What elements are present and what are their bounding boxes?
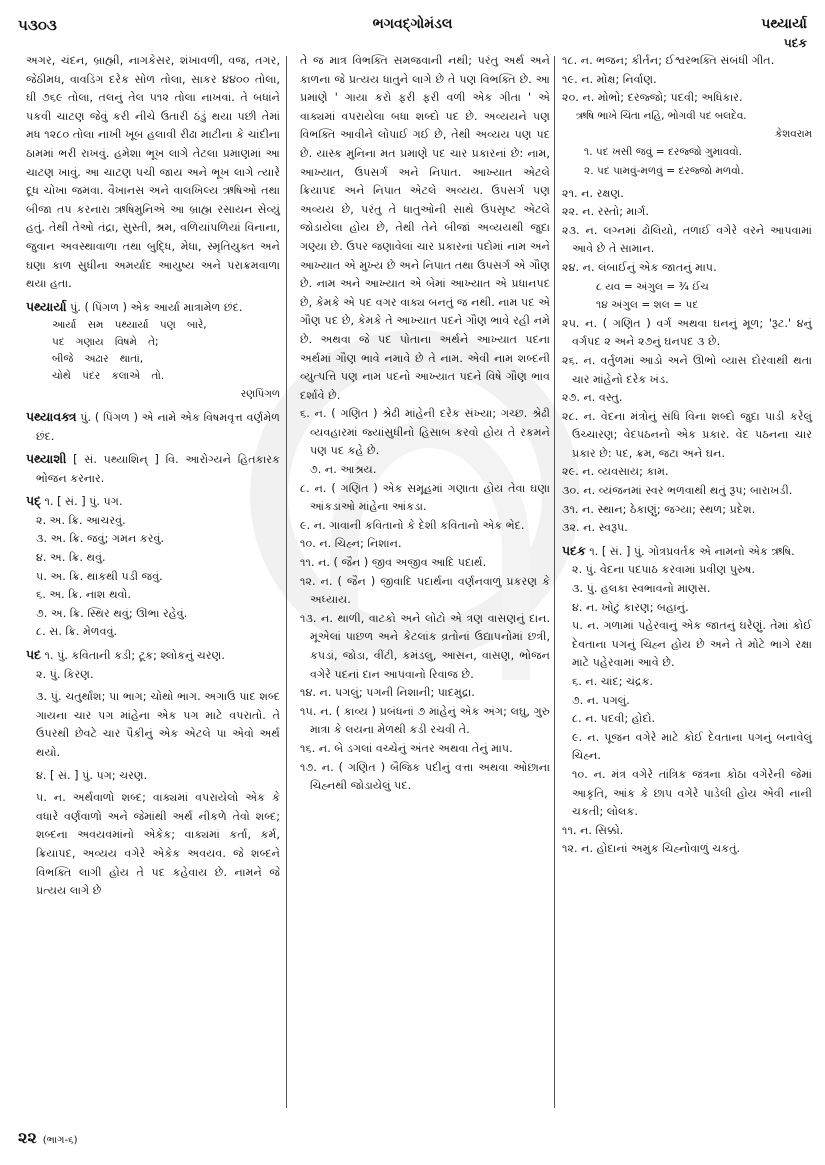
sense: ૫. અ. ક્રિ. થાકથી પડી જવું. xyxy=(36,569,163,583)
column-1 xyxy=(26,52,280,901)
sense: ૩. અ. ક્રિ. જવું; ગમન કરવું. xyxy=(36,532,165,546)
sense: ૭. ન. પગલું. xyxy=(572,693,630,707)
sense: ૨. અ. ક્રિ. આચરવું. xyxy=(36,513,126,527)
headword: પથ્યાર્યા xyxy=(26,298,67,314)
sense: ૨૫. ન. ( ગણિત ) વર્ગ અથવા ઘનનું મૂળ; 'રૂટ.' ૪નું વર્ગપદ ૨ અને ૨૭નું ઘનપદ ૩ છે. xyxy=(562,316,812,349)
sense: ૨૨. ન. રસ્તો; માર્ગ. xyxy=(562,205,649,219)
sense: ૩. પું. ચતુર્થાંશ; પા ભાગ; ચોથો ભાગ. અગાઉ પાદ શબ્દ ગાયના ચાર પગ માંહેના એક પગ માટે વપરાતો. તે ઉપરથી છેવટે ચાર પૈકીનું એક એટલે પા એવો અર્થ થયો. xyxy=(36,690,280,759)
sense: ૨. પું. વેદના પદપાઠ કરવામાં પ્રવીણ પુરુષ. xyxy=(572,563,756,577)
sense: ૭. અ. ક્રિ. સ્થિર થવું; ઊભા રહેવું. xyxy=(36,606,188,620)
sense: ૨૯. ન. વ્યવસાય; કામ. xyxy=(562,465,669,479)
headword: પદ xyxy=(26,647,41,663)
sense: ૪. ન. ખોટું કારણ; બહાનું. xyxy=(572,600,689,614)
quote-line: ઋષિ ભાખે ચિંતા નહિ, ભોગવી પદ બલદેવ. xyxy=(576,109,747,122)
verse-line: ચોથે પંદર કલાએ તો. xyxy=(52,370,165,383)
sense: ૫. ન. અર્થવાળો શબ્દ; વાક્યમાં વપરાયેલો એક કે વધારે વર્ણવાળો અને જેમાંથી અર્થ નીકળે તેવો શબ્દ; શબ્દના અવયવમાંનો એકેક; વાક્યમાં કર્તા, કર્મ, ક્રિયાપદ, અવ્યય વગેરે એકેક અવયવ. જે શબ્દને વિભક્તિ લાગી હોય તે પદ કહેવાય છે. નામને જે પ્રત્યય લાગે છે xyxy=(36,791,280,898)
sense: ૧૦. ન. મંત્ર વગેરે તાંત્રિક જંત્રના કોઠા વગેરેની જેમાં આકૃતિ, આંક કે છાપ વગેરે પાડેલી હોય એવી નાની ચકતી; લોલક. xyxy=(572,767,812,819)
dictionary-entry-pad1 xyxy=(26,492,280,512)
sense: ૧૧. ન. સિક્કો. xyxy=(562,823,624,837)
sense: ૨૦. ન. મોભો; દરજ્જો; પદવી; અધિકાર. xyxy=(562,91,743,105)
quote-attribution: કેશવરામ xyxy=(774,127,812,140)
column-3 xyxy=(562,52,812,859)
sense: ૩. પું. હલકા સ્વભાવનો માણસ. xyxy=(572,582,711,596)
column-divider xyxy=(286,56,287,1108)
sense: ૧૨. ન. ( જૈન ) જીવાદિ પદાર્થના વર્ણનવાળું પ્રકરણ કે અધ્યાય. xyxy=(300,574,550,607)
verse-quote xyxy=(26,317,280,385)
sense: ૧૭. ન. ( ગણિત ) બૈજિક પદીનું વત્તા અથવા ઓછાના ચિહ્નથી જોડાયેલું પદ. xyxy=(300,760,550,793)
sense: ૩૧. ન. સ્થાન; ઠેકાણું; જગ્યા; સ્થળ; પ્રદેશ. xyxy=(562,502,756,516)
sense: ૨૩. ન. લગ્નમાં ઢોલિયો, તળાઈ વગેરે વરને આપવામાં આવે છે તે સામાન. xyxy=(562,223,812,256)
column-2 xyxy=(300,52,550,796)
sense: ૮. ન. પદવી; હોદો. xyxy=(572,712,656,726)
page-number-left: ૫૩૦૩ xyxy=(18,16,57,34)
headword: પથ્યાવક્ત્ર xyxy=(26,408,77,424)
sense: ૮. સ. ક્રિ. મેળવવું. xyxy=(36,625,118,639)
dictionary-entry xyxy=(26,298,280,318)
footer-page-number: ૨૨ xyxy=(18,1128,37,1147)
sense: ૨૬. ન. વર્તુળમાં આડો અને ઊભો વ્યાસ દોરવાથી થતા ચાર માંહેનો દરેક ખંડ. xyxy=(562,353,812,386)
definition: પું. ( પિંગળ ) એક આર્યા માત્રામેળ છંદ. xyxy=(70,300,243,314)
sense: ૮. ન. ( ગણિત ) એક સમૂહમાં ગણાતા હોય તેવા ઘણા આંકડાઓ માંહેના આંકડા. xyxy=(300,481,550,514)
headword: પદક xyxy=(562,542,586,558)
formula: ૮ યવ = અંગુલ = ¾ ઈંચ xyxy=(596,280,709,293)
sense: ૨. પું. કિરણ. xyxy=(36,667,94,681)
sense: ૧. [ સં. ] પું. ગોત્રપ્રવર્તક એ નામનો એક ઋષિ. xyxy=(589,544,795,558)
sense: ૪. અ. ક્રિ. થવું. xyxy=(36,551,106,565)
headword: પદ્ xyxy=(26,493,41,509)
continuation-text: તે જ માત્ર વિભક્તિ સમજવાની નથી; પરંતુ અર્થ અને કાળના જે પ્રત્યય ધાતુને લાગે છે તે પણ વિભક્તિ છે. આ પ્રમાણે ' ગાયા કરો ફરી ફરી વળી એક ગીતા ' એ વાક્યમાં વપરાયેલા બધા શબ્દો પદ છે. અવ્યયને પણ વિભક્તિ આવીને લોપાઈ ગઈ છે, તેથી અવ્યય પણ પદ છે. યાસ્ક મુનિના મત પ્રમાણે પદ ચાર પ્રકારનાં છે: નામ, આખ્યાત, ઉપસર્ગ અને નિપાત. આખ્યાત એટલે ક્રિયાપદ અને નિપાત એટલે અવ્યય. ઉપસર્ગ પણ અવ્યય છે, પરંતુ તે ધાતુઓની સાથે ઉપસૃષ્ટ એટલે જોડાયેલા હોય છે, તેથી તેને બીજાં અવ્યયથી જુદા ગણ્યા છે. ઉપર જણાવેલાં ચાર પ્રકારનાં પદોમાં નામ અને આખ્યાત એ મુખ્ય છે અને નિપાત તથા ઉપસર્ગ એ ગૌણ છે. નામ અને આખ્યાત એ બેમાં આખ્યાત એ પ્રધાનપદ છે, કેમકે એ પદ વગર વાક્ય બનતું જ નથી. નામ પદ એ ગૌણ પદ છે, કેમકે તે આખ્યાત પદને ગૌણ ભાવે રહી નમે છે. અથવા જે પદ પોતાના અર્થને આખ્યાત પદના અર્થમાં ગૌણ ભાવે નમાવે છે તે નામ. એવી નામ શબ્દની વ્યુત્પત્તિ પણ નામ પદનો આખ્યાત પદને વિષે ગૌણ ભાવ દર્શાવે છે. xyxy=(300,54,550,402)
definition: પું. ( પિંગળ ) એ નામે એક વિષમવૃત્ત વર્ણમેળ છંદ. xyxy=(36,410,280,443)
sense: ૬. અ. ક્રિ. નાશ થવો. xyxy=(36,588,131,602)
verse-line: પદ ગણાય વિષમે તે; xyxy=(52,336,159,349)
definition: [ સં. પથ્યાશિન્ ] વિ. આરોગ્યને હિતકારક ભોજન કરનાર. xyxy=(36,453,280,485)
headword: પથ્યાશી xyxy=(26,451,67,467)
sense: ૯. ન. પૂજન વગેરે માટે કોઈ દેવતાના પગનું બનાવેલું ચિહ્ન. xyxy=(572,730,812,763)
sense: ૬. ન. ( ગણિત ) શ્રેઢી માંહેની દરેક સંખ્યા; ગચ્છ. શ્રેઢી વ્યવહારમાં જ્યાંસુધીનો હિસાબ કરવો હોય તે રકમને પણ પદ કહે છે. xyxy=(300,407,550,458)
sense: ૫. ન. ગળામાં પહેરવાનું એક જાતનું ઘરેણું. તેમાં કોઈ દેવતાના પગનું ચિહ્ન હોય છે અને તે મોટે ભાગે રક્ષા માટે પહેરવામાં આવે છે. xyxy=(572,619,812,670)
continuation-text: અગર, ચંદન, બ્રાહ્મી, નાગકેસર, શંખાવળી, વજ, તગર, જેઠીમધ, વાવડિંગ દરેક સોળ તોલા, સાકર ૪૪૦૦ તોલા, ઘી ૭૬૯ તોલા, તલનું તેલ ૫૧૨ તોલા નાખવાં. તે બધાંને પકવી ચાટણ જેવું કરી નીચે ઉતારી ઠંડું થયા પછી તેમાં મધ ૧૨૮૦ તોલા નાખી ખૂબ હલાવી રીઢા માટીના કે ચાંદીના ઠામમાં ભરી રાખવું. હમેશા ભૂખ લાગે તેટલા પ્રમાણમાં આ ચાટણ ખાવું. આ ચાટણ પચી જાય અને ભૂખ લાગે ત્યારે દૂધ ચોખા જમવા. વૈખાનસ અને વાલખિલ્ય ઋષિઓ તથા બીજા તપ કરનારા ઋષિમુનિએ આ બ્રાહ્મ રસાયન સેવ્યું હતું. તેથી તેઓ તંદ્રા, સુસ્તી, શ્રમ, વળિયાંપળિયાં વિનાના, જુવાન અવસ્થાવાળા તથા બુદ્ધિ, મેધા, સ્મૃતિયુક્ત અને ઘણા કાળ સુધીના અમર્યાદ આયુષ્ય અને પરાક્રમવાળા થયા હતા. xyxy=(26,54,280,291)
phrase: ૨. પદ પામવું-મળવું = દરજ્જો મળવો. xyxy=(584,164,744,177)
verse-line: આર્યા સમ પથ્યાર્યા પણ બારે, xyxy=(52,319,207,332)
sense: ૧૫. ન. ( કાવ્ય ) પ્રબંધનાં ૭ માંહેનું એક અંગ; લઘુ, ગુરુ માત્રા કે લયના મેળથી કડી રચવી તે. xyxy=(300,704,550,737)
sense: ૬. ન. ચાંદ; ચંદ્રક. xyxy=(572,675,654,688)
sense: ૯. ન. ગાવાની કવિતાનો કે દેશી કવિતાનો એક ભેદ. xyxy=(300,518,525,532)
sense: ૧૮. ન. ભજન; કીર્તન; ઈશ્વરભક્તિ સંબંધી ગીત. xyxy=(562,54,775,67)
verse-attribution: રણપિંગળ xyxy=(240,388,280,401)
sense: ૨૪. ન. લંબાઈનું એક જાતનું માપ. xyxy=(562,260,717,274)
dictionary-entry-padak xyxy=(562,542,812,562)
sense: ૧૬. ન. બે ડગલાં વચ્ચેનું અંતર અથવા તેનું માપ. xyxy=(300,741,513,755)
formula: ૧૪ અંગુલ = શલ = પદ xyxy=(596,299,699,312)
dictionary-entry-pad2 xyxy=(26,646,280,666)
phrase: ૧. પદ ખસી જવું = દરજ્જો ગુમાવવો. xyxy=(584,146,743,159)
sense: ૧૪. ન. પગલું; પગની નિશાની; પાદમુદ્રા. xyxy=(300,686,475,700)
footer-volume: (ભાગ-૬) xyxy=(42,1135,78,1146)
sense: ૨૮. ન. વેદના મંત્રોનું સંધિ વિના શબ્દો જુદા પાડી કરેલું ઉચ્ચારણ; વેદપઠનનો એક પ્રકાર. વેદ પઠનના ચાર પ્રકાર છે: પદ, ક્રમ, જટા અને ઘન. xyxy=(562,409,812,460)
sense: ૭. ન. આશ્રય. xyxy=(310,463,377,477)
page-footer xyxy=(18,1128,78,1148)
sense: ૧. [ સં. ] પું. પગ. xyxy=(44,495,123,509)
guide-word-sub: ૫દક xyxy=(783,36,807,50)
sense: ૧૨. ન. હોદાનાં અમુક ચિહ્નોવાળું ચકતું. xyxy=(562,842,741,856)
guide-word: પથ્યાર્યા xyxy=(761,16,807,32)
sense: ૧. પું. કવિતાની કડી; ટૂક; શ્લોકનું ચરણ. xyxy=(44,649,225,663)
dictionary-entry xyxy=(26,408,280,446)
dictionary-columns xyxy=(0,52,825,1112)
sense: ૪. [ સં. ] પું. પગ; ચરણ. xyxy=(36,768,148,782)
sense: ૧૧. ન. ( જૈન ) જીવ અજીવ આદિ પદાર્થ. xyxy=(300,556,487,570)
dictionary-entry xyxy=(26,450,280,488)
sense: ૩૦. ન. વ્યંજનમાં સ્વર ભળવાથી થતું રૂપ; બારાખડી. xyxy=(562,484,793,498)
sense: ૧૦. ન. ચિહ્ન; નિશાન. xyxy=(300,537,402,551)
verse-line: બીજે અઢાર થાતાં, xyxy=(52,353,144,366)
sense: ૧૩. ન. થાળી, વાટકો અને લોટો એ ત્રણ વાસણનું દાન. મૂએલાં પાછળ અને કેટલાંક વ્રતોનાં ઉદ્યાપનોમાં છત્રી, કપડાં, જોડા, વીંટી, કમંડલુ, આસન, વાસણ, ભોજન વગેરે પદનાં દાન આપવાનો રિવાજ છે. xyxy=(300,611,550,681)
column-divider xyxy=(554,56,555,1108)
sense: ૨૧. ન. રક્ષણ. xyxy=(562,186,624,200)
sense: ૩૨. ન. સ્વરૂપ. xyxy=(562,521,628,535)
book-title: ભગવદ્ગોમંડલ xyxy=(372,16,453,32)
page-header xyxy=(0,14,825,54)
sense: ૨૭. ન. વસ્તુ. xyxy=(562,391,623,405)
sense: ૧૯. ન. મોક્ષ; નિર્વાણ. xyxy=(562,72,657,86)
